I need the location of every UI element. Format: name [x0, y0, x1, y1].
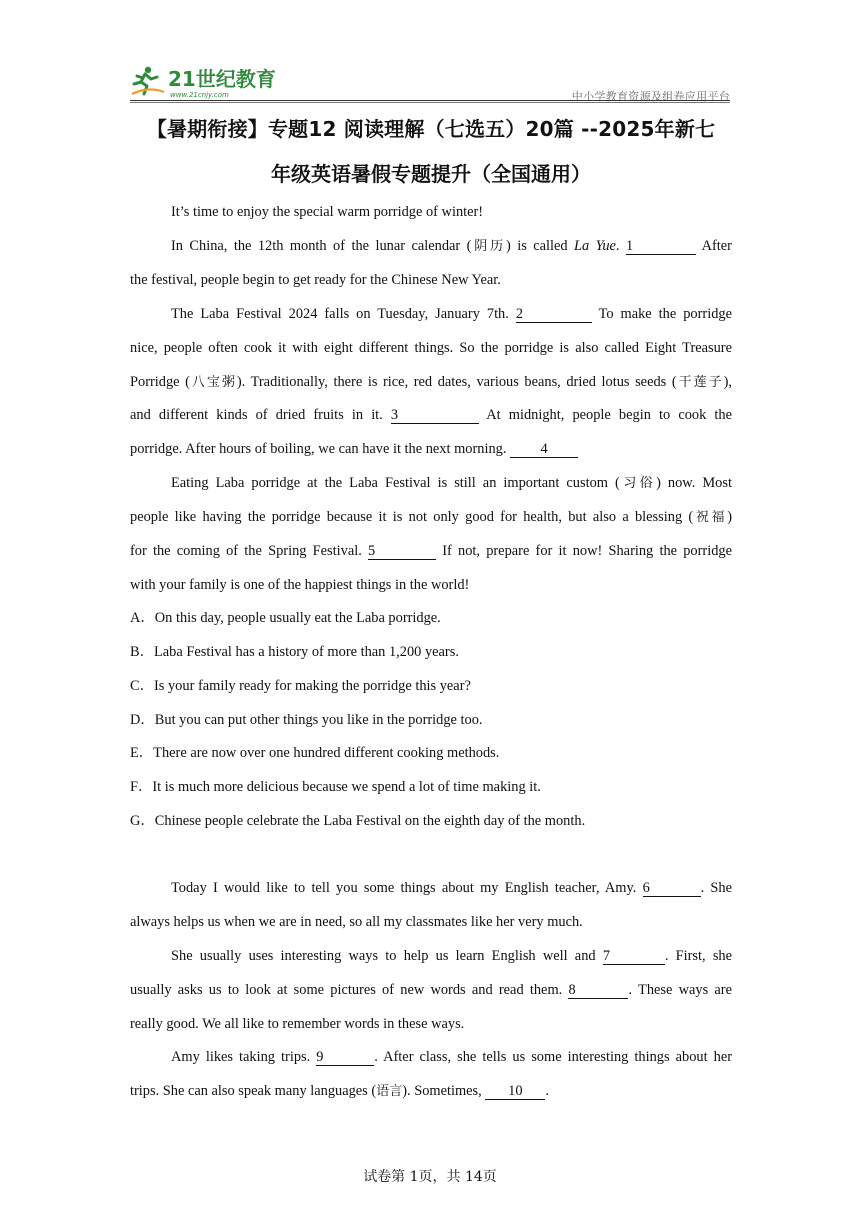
blank-5[interactable]: 5: [368, 544, 436, 560]
blank-1[interactable]: 1: [626, 239, 696, 255]
logo: [130, 64, 280, 100]
blank-7[interactable]: 7: [603, 949, 665, 965]
logo-url: www.21cnjy.com: [170, 91, 229, 99]
passage2-paragraph1-line2: always helps us when we are in need, so all my classmates like her very much.: [130, 914, 583, 930]
option-c: C．Is your family ready for making the porridge this year?: [130, 678, 471, 694]
option-a: A．On this day, people usually eat the Laba porridge.: [130, 610, 441, 626]
platform-label: 中小学教育资源及组卷应用平台: [571, 90, 730, 103]
passage1-paragraph4-line1: Eating Laba porridge at the Laba Festival is still an important custom (习俗) now. Most: [171, 475, 732, 491]
option-b: B．Laba Festival has a history of more than 1,200 years.: [130, 644, 459, 660]
blank-10[interactable]: 10: [485, 1084, 545, 1100]
blank-4[interactable]: 4: [510, 442, 578, 458]
passage1-paragraph3-line1: The Laba Festival 2024 falls on Tuesday, January 7th. 2 To make the porridge: [171, 306, 732, 322]
blank-8[interactable]: 8: [568, 983, 628, 999]
header-divider-thin: [130, 102, 730, 103]
blank-3[interactable]: 3: [391, 408, 479, 424]
blank-9[interactable]: 9: [316, 1050, 374, 1066]
page-title-line1: 【暑期衔接】专题12 阅读理解（七选五）20篇 --2025年新七: [146, 117, 716, 141]
blank-6[interactable]: 6: [643, 881, 701, 897]
page-title-line2: 年级英语暑假专题提升（全国通用）: [271, 162, 591, 186]
option-g: G．Chinese people celebrate the Laba Festival on the eighth day of the month.: [130, 813, 586, 829]
passage1-paragraph3-line3: Porridge (八宝粥). Traditionally, there is rice, red dates, various beans, dried lotus seeds (干莲子),: [130, 374, 732, 390]
header-divider: [130, 100, 730, 101]
passage1-paragraph3-line4: and different kinds of dried fruits in it. 3 At midnight, people begin to cook the: [130, 407, 732, 423]
passage1-paragraph1: It’s time to enjoy the special warm porridge of winter!: [171, 204, 484, 220]
passage1-paragraph2-line2: the festival, people begin to get ready for the Chinese New Year.: [130, 272, 501, 288]
logo-runner-icon: [130, 64, 280, 100]
option-d: D．But you can put other things you like in the porridge too.: [130, 712, 483, 728]
page-number: 试卷第 1页，共 14页: [363, 1169, 497, 1185]
passage2-paragraph2-line1: She usually uses interesting ways to help us learn English well and 7 . First, she: [171, 948, 732, 964]
blank-2[interactable]: 2: [516, 307, 592, 323]
passage1-paragraph3-line5: porridge. After hours of boiling, we can have it the next morning. 4: [130, 439, 732, 459]
option-e: E．There are now over one hundred different cooking methods.: [130, 745, 500, 761]
passage1-paragraph4-line3: for the coming of the Spring Festival. 5 If not, prepare for it now! Sharing the porridge: [130, 543, 732, 559]
passage2-paragraph1-line1: Today I would like to tell you some things about my English teacher, Amy. 6 . She: [171, 880, 732, 896]
passage1-paragraph3-line2: nice, people often cook it with eight different things. So the porridge is also called Eight Treasure: [130, 340, 732, 356]
passage1-paragraph4-line4: with your family is one of the happiest things in the world!: [130, 577, 470, 593]
passage2-paragraph2-line2: usually asks us to look at some pictures of new words and read them. 8 . These ways are: [130, 982, 732, 998]
option-f: F．It is much more delicious because we spend a lot of time making it.: [130, 779, 541, 795]
passage2-paragraph3-line1: Amy likes taking trips. 9 . After class, she tells us some interesting things about her: [171, 1049, 733, 1065]
passage1-paragraph4-line2: people like having the porridge because it is not only good for health, but also a blessing (祝福): [130, 509, 732, 525]
logo-text: 21世纪教育: [168, 67, 276, 91]
passage1-paragraph2-line1: In China, the 12th month of the lunar calendar (阴历) is called La Yue. 1 After: [171, 238, 732, 254]
passage2-paragraph3-line2: trips. She can also speak many languages (语言). Sometimes, 10 .: [130, 1083, 549, 1099]
page-header: [130, 64, 730, 102]
passage2-paragraph2-line3: really good. We all like to remember words in these ways.: [130, 1016, 465, 1032]
